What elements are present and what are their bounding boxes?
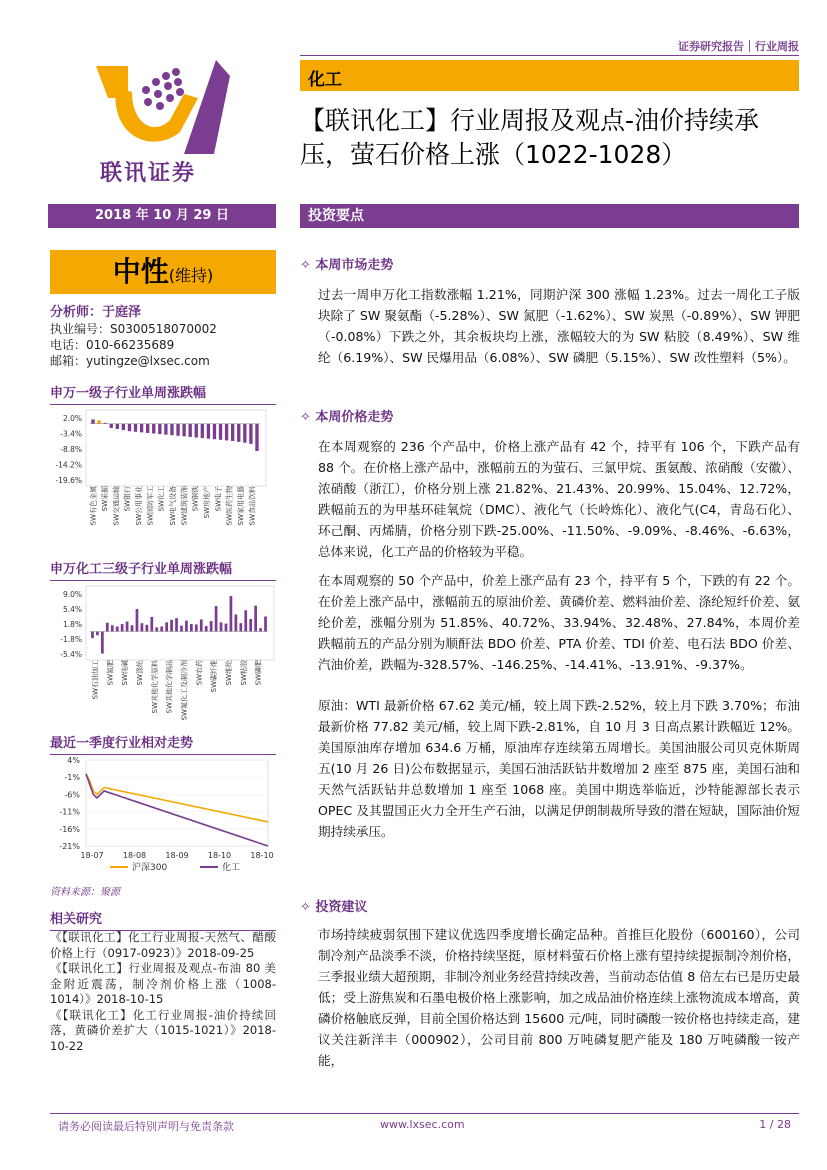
- x-tick-label: SW银行: [123, 486, 132, 512]
- x-tick-label: SW国防军工: [146, 486, 155, 526]
- chart3-title: 最近一季度行业相对走势: [50, 732, 276, 755]
- bar: [244, 610, 247, 631]
- y-tick-label: 4%: [67, 756, 80, 765]
- footer-site[interactable]: www.lxsec.com: [380, 1118, 465, 1131]
- bar: [195, 624, 198, 631]
- bar: [101, 632, 104, 654]
- x-tick-label: 18-08: [122, 851, 147, 860]
- y-tick-label: -3.4%: [60, 429, 82, 439]
- bar: [237, 424, 240, 442]
- rating-sub: (维持): [168, 266, 214, 285]
- bar: [225, 624, 228, 632]
- bar: [106, 623, 109, 632]
- bar: [128, 424, 131, 431]
- x-tick-label: SW有色金属: [89, 486, 98, 526]
- bar: [170, 620, 173, 632]
- section-market-heading: ✧ 本周市场走势: [300, 258, 394, 273]
- y-tick-label: 9.0%: [62, 590, 82, 599]
- bar: [215, 606, 218, 631]
- x-tick-label: 18-10: [207, 851, 232, 860]
- y-tick-label: -8.8%: [60, 445, 82, 454]
- x-tick-label: SW石油加工: [91, 660, 100, 700]
- bar: [185, 621, 188, 632]
- y-tick-label: 2.0%: [62, 414, 82, 423]
- legend-label: 沪深300: [132, 863, 168, 873]
- analyst-phone: 电话：010-66235689: [50, 338, 175, 352]
- x-tick-label: 18-07: [80, 851, 104, 860]
- section-advice-heading: ✧ 投资建议: [300, 900, 368, 915]
- chart3-svg: [50, 752, 276, 882]
- report-tag: 证券研究报告｜行业周报: [678, 40, 799, 53]
- bar: [96, 632, 99, 636]
- y-tick-label: -1.8%: [60, 635, 82, 644]
- bar: [110, 424, 113, 428]
- bar: [97, 420, 100, 423]
- x-tick-label: SW医药生物: [225, 486, 234, 526]
- bar: [254, 606, 257, 632]
- bar: [182, 424, 185, 437]
- x-tick-label: SW农药: [195, 660, 204, 686]
- section-price-heading: ✧ 本周价格走势: [300, 410, 394, 425]
- rating-box: [50, 250, 276, 294]
- y-tick-label: -11%: [59, 807, 80, 817]
- x-tick-label: SW纯碱: [121, 660, 130, 686]
- chart2: [50, 580, 276, 726]
- report-title: 【联讯化工】行业周报及观点-油价持续承压，萤石价格上涨（1022-1028）: [300, 106, 760, 169]
- bar: [195, 424, 198, 438]
- chart2-svg: [50, 580, 276, 726]
- related-list: [50, 930, 276, 1054]
- related-item[interactable]: 《【联讯化工】行业周报及观点-布油 80 美金附近震荡，制冷剂价格上涨（1008-1014）》2018-10-15: [50, 961, 276, 1006]
- y-tick-label: -5.4%: [60, 650, 82, 659]
- bar: [225, 424, 228, 441]
- bar: [189, 424, 192, 437]
- bar: [165, 622, 168, 631]
- price-paragraph-2: 在本周观察的 50 个产品中，价差上涨产品有 23 个，持平有 5 个，下跌的有 22 个。在价差上涨产品中，涨幅前五的原油价差、黄磷价差、燃料油价差、涤纶短纤价差、氨纶价差，涨幅分别为 51.85%、40.72%、33.94%、32.48%、27.84%，本周价差跌幅前五的产品分别为顺酐法 BDO 价差、PTA 价差、TDI 价差、电石法 BDO 价差、汽油价差，跌幅为-328.57%、-146.25%、-14.41%、-13.91%、-9.37%。: [318, 573, 800, 672]
- bar: [146, 424, 149, 433]
- bar: [121, 624, 124, 632]
- chart1-title: 申万一级子行业单周涨跌幅: [50, 382, 276, 405]
- price-paragraph-3: 原油：WTI 最新价格 67.62 美元/桶，较上周下跌-2.52%，较上月下跌 3.70%；布油最新价格 77.82 美元/桶，较上周下跌-2.81%，自 10 月 3 日高点累计跌幅近 12%。美国原油库存增加 634.6 万桶，原油库存连续第五周增长。美国油服公司贝克休斯周五(10 月 26 日)公布数据显示，美国石油活跃钻井数增加 2 座至 875 座，美国石油和天然气活跃钻井总数增加 1 座至 1068 座。美国中期选举临近，沙特能源部长表示 OPEC 及其盟国正火力全开生产石油，以满足伊朗制裁所导致的潜在短缺，国际油价短期持续承压。: [318, 698, 800, 839]
- sector-label: 化工: [308, 70, 342, 90]
- bar: [239, 623, 242, 631]
- bar: [255, 424, 258, 451]
- bar: [152, 424, 155, 434]
- bar: [158, 424, 161, 434]
- x-tick-label: SW其他化学原料: [150, 660, 159, 714]
- bar: [150, 617, 153, 632]
- bar: [155, 627, 158, 631]
- bar: [259, 628, 262, 631]
- x-tick-label: SW采掘: [101, 486, 109, 512]
- section-market: [300, 284, 800, 368]
- analyst-email[interactable]: 邮箱：yutingze@lxsec.com: [50, 354, 210, 368]
- bar: [91, 419, 94, 423]
- y-tick-label: -6%: [64, 790, 80, 800]
- analyst-name: 分析师：于庭泽: [50, 305, 142, 320]
- x-tick-label: SW房地产: [203, 486, 211, 519]
- x-tick-label: SW建筑装饰: [180, 486, 189, 526]
- x-tick-label: SW公用事业: [135, 486, 143, 526]
- y-tick-label: -19.6%: [55, 476, 82, 485]
- bar: [160, 627, 163, 632]
- chart2-title: 申万化工三级子行业单周涨跌幅: [50, 558, 276, 581]
- y-tick-label: 1.8%: [62, 620, 82, 629]
- brand-name: 联讯证券: [100, 160, 197, 186]
- bar: [116, 627, 119, 632]
- bar: [141, 623, 144, 631]
- bar: [205, 626, 208, 631]
- bar: [116, 424, 119, 429]
- bar: [91, 632, 94, 639]
- bar: [207, 424, 210, 439]
- bar: [164, 424, 167, 435]
- x-tick-label: SW电气设备: [169, 486, 177, 526]
- analyst-cert: 执业编号：S0300518070002: [50, 322, 217, 336]
- y-tick-label: -1%: [64, 773, 80, 783]
- y-tick-label: -14.2%: [55, 460, 82, 470]
- x-tick-label: SW食品饮料: [248, 486, 257, 526]
- bar: [210, 621, 213, 631]
- bar: [249, 424, 252, 444]
- x-tick-label: SW化工: [157, 486, 166, 512]
- bar: [230, 596, 233, 631]
- diamond-icon: ✧: [300, 258, 316, 273]
- bar: [180, 626, 183, 632]
- bar: [219, 424, 222, 440]
- bar: [140, 424, 143, 433]
- bar: [200, 619, 203, 631]
- x-tick-label: SW氟化工及制冷剂: [180, 660, 189, 721]
- x-tick-label: SW其他化学制品: [165, 660, 174, 714]
- x-tick-label: SW碳纤维: [210, 660, 219, 693]
- x-tick-label: SW家用电器: [237, 486, 245, 526]
- price-paragraph-1: 在本周观察的 236 个产品中，价格上涨产品有 42 个，持平有 106 个，下跌产品有 88 个。在价格上涨产品中，涨幅前五的为萤石、三氯甲烷、蛋氨酸、浓硝酸（安徽）、浓硝酸（浙江），价格分别上涨 21.82%、21.43%、20.99%、15.04%、12.72%，跌幅前五的为甲基环硅氧烷（DMC）、液化气（长岭炼化）、液化气(C4，青岛石化）、环己酮、丙烯腈，价格分别下跌-25.00%、-11.50%、-9.09%、-8.46%、-6.63%，总体来说，化工产品的价格较为平稳。: [318, 439, 800, 559]
- market-paragraph: 过去一周申万化工指数涨幅 1.21%，同期沪深 300 涨幅 1.23%。过去一周化工子版块除了 SW 聚氨酯（-5.28%）、SW 氮肥（-1.62%）、SW 炭黑（-0.89%）、SW 钾肥（-0.08%）下跌之外，其余板块均上涨，涨幅较大的为 SW 粘胶（8.49%）、SW 维纶（6.19%）、SW 民爆用品（6.08%）、SW 磷肥（5.15%）、SW 改性塑料（5%）。: [318, 287, 800, 365]
- bar: [175, 618, 178, 631]
- section-price: [300, 436, 800, 842]
- bar: [136, 609, 139, 632]
- x-tick-label: 18-10: [250, 851, 274, 860]
- bar: [213, 424, 216, 439]
- data-source: 资料来源：聚源: [50, 887, 120, 898]
- bar: [134, 424, 137, 432]
- x-tick-label: SW磷肥: [254, 660, 263, 686]
- bar: [146, 625, 149, 632]
- legend-label: 化工: [222, 863, 241, 873]
- report-date: 2018 年 10 月 29 日: [48, 204, 276, 228]
- key-points-header: 投资要点: [300, 204, 799, 228]
- x-tick-label: SW电子: [214, 486, 223, 512]
- top-rule: [300, 55, 799, 56]
- x-tick-label: SW交通运输: [112, 486, 121, 526]
- chart-frame: [86, 410, 266, 486]
- footer-page: 1 / 28: [759, 1118, 791, 1131]
- footer-disclaimer[interactable]: 请务必阅读最后特别声明与免责条款: [58, 1120, 234, 1133]
- x-tick-label: SW涤纶: [135, 660, 144, 686]
- chart1: [50, 404, 276, 560]
- bar: [111, 625, 114, 631]
- x-tick-label: SW钢铁: [191, 486, 200, 512]
- bar: [249, 619, 252, 632]
- x-tick-label: SW氮肥: [106, 660, 115, 686]
- bar: [243, 424, 246, 443]
- y-tick-label: -21%: [59, 842, 80, 851]
- bar: [176, 424, 179, 436]
- sector-bar: [300, 60, 799, 91]
- bar: [231, 424, 234, 441]
- x-tick-label: SW维纶: [224, 660, 233, 686]
- diamond-icon: ✧: [300, 410, 316, 425]
- series-line: [86, 774, 268, 846]
- footer-rule: [50, 1113, 799, 1114]
- bar: [220, 622, 223, 631]
- analyst-info: [50, 305, 280, 369]
- bar: [201, 424, 204, 438]
- y-tick-label: -16%: [59, 824, 80, 834]
- related-item[interactable]: 《【联讯化工】化工行业周报-天然气、醋酸价格上行（0917-0923）》2018-09-25: [50, 930, 276, 960]
- related-item[interactable]: 《【联讯化工】化工行业周报-油价持续回落，黄磷价差扩大（1015-1021）》2018-10-22: [50, 1007, 276, 1053]
- x-tick-label: SW粘胶: [239, 660, 248, 686]
- bar: [122, 424, 125, 430]
- advice-paragraph: 市场持续疲弱氛围下建议优选四季度增长确定品种。首推巨化股份（600160），公司制冷剂产品淡季不淡，价格持续坚挺，原材料萤石价格上涨有望持续提振制冷剂价格，三季报业绩大超预期，非制冷剂业务经营持续改善，当前动态估值 8 倍左右已是历史最低；受上游焦炭和石墨电极价格上涨影响，加之成品油价格连续上涨物流成本增高，黄磷价格触底反弹，目前全国价格达到 15600 元/吨，同时磷酸一铵价格也持续走高，建议关注新洋丰（000902），公司目前 800 万吨磷复肥产能及 180 万吨磷酸一铵产能，: [318, 927, 800, 1068]
- y-tick-label: 5.4%: [62, 605, 82, 614]
- chart3: [50, 752, 276, 882]
- section-advice: [300, 924, 800, 1071]
- chart1-svg: [50, 404, 276, 560]
- bar: [264, 617, 267, 632]
- related-heading: 相关研究: [50, 908, 276, 931]
- rating-main: 中性: [112, 255, 169, 288]
- bar: [235, 614, 238, 631]
- bar: [170, 424, 173, 435]
- bar: [131, 625, 134, 631]
- diamond-icon: ✧: [300, 900, 316, 915]
- bar: [126, 622, 129, 632]
- bar: [190, 624, 193, 632]
- x-tick-label: 18-09: [165, 851, 189, 860]
